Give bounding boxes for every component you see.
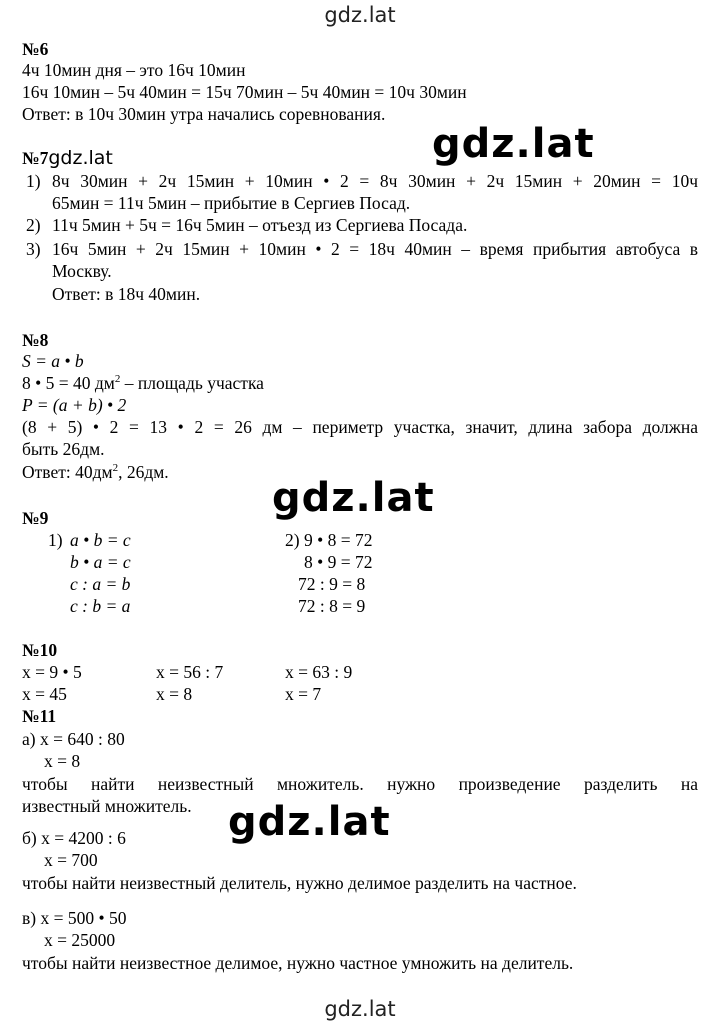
task-8-answer: Ответ: $40дм^2$, 26дм. [22,462,169,482]
task-10-col-2-eq: x = 56 : 7 [156,662,224,682]
task-9-left-3: c : a = b [70,574,131,594]
watermark-inline: gdz.lat [48,147,113,169]
task-9-right-4: 72 : 8 = 9 [298,596,366,616]
task-11-title: №11 [22,706,57,726]
task-7-item-1-num: 1) [26,171,41,191]
task-8-perimeter-line-2: быть 26дм. [22,439,105,459]
task-8-perimeter-line-1: (8 + 5) • 2 = 13 • 2 = 26 дм – периметр участка, значит, длина забора должна [22,417,698,437]
task-9-left-4: c : b = a [70,596,131,616]
task-11-c-line-2: x = 25000 [44,930,116,950]
task-9-right-num: 2) [285,530,300,550]
task-7-answer: Ответ: в 18ч 40мин. [52,284,201,304]
task-7-item-2-line-1: 11ч 5мин + 5ч = 16ч 5мин – отъезд из Сергиева Посада. [52,215,468,235]
task-7-item-1-line-2: 65мин = 11ч 5мин – прибытие в Сергиев Посад. [52,193,411,213]
task-8-formula-area: S = a • b [22,351,84,371]
task-8-formula-perimeter: P = (a + b) • 2 [22,395,127,415]
task-11-b-line-2: x = 700 [44,850,98,870]
task-9-left-num: 1) [48,530,63,550]
task-11-a-line-1: а) x = 640 : 80 [22,729,125,749]
watermark-large-3: gdz.lat [228,799,391,845]
task-11-b-line-1: б) x = 4200 : 6 [22,828,126,848]
task-11-b-rule: чтобы найти неизвестный делитель, нужно делимое разделить на частное. [22,873,577,893]
task-9-title: №9 [22,508,49,528]
task-10-title: №10 [22,640,58,660]
task-8-title: №8 [22,330,49,350]
task-11-c-rule: чтобы найти неизвестное делимое, нужно частное умножить на делитель. [22,953,574,973]
task-7-item-3-line-2: Москву. [52,261,112,281]
task-10-col-2-result: x = 8 [156,684,193,704]
task-6-answer: Ответ: в 10ч 30мин утра начались соревнования. [22,104,386,124]
task-9-right-1: 9 • 8 = 72 [304,530,373,550]
task-7-item-3-num: 3) [26,239,41,259]
task-7-item-1-line-1: 8ч 30мин + 2ч 15мин + 10мин • 2 = 8ч 30мин + 2ч 15мин + 20мин = 10ч [52,171,698,191]
task-9-right-2: 8 • 9 = 72 [304,552,373,572]
watermark-bottom: gdz.lat [324,997,396,1021]
task-6-title: №6 [22,39,49,59]
watermark-large-2: gdz.lat [272,475,435,521]
task-7-heading [22,147,113,169]
task-10-col-1-result: x = 45 [22,684,67,704]
task-7-item-3-line-1: 16ч 5мин + 2ч 15мин + 10мин • 2 = 18ч 40мин – время прибытия автобуса в [52,239,698,259]
task-11-a-rule-1: чтобы найти неизвестный множитель. нужно произведение разделить на [22,774,698,794]
task-8-area-calc: 8 • 5 = 40 $дм^2$ – площадь участка [22,373,264,393]
watermark-top: gdz.lat [324,3,396,27]
task-10-col-3-result: x = 7 [285,684,322,704]
task-9-left-1: a • b = c [70,530,131,550]
task-11-c-line-1: в) x = 500 • 50 [22,908,127,928]
task-9-left-2: b • a = c [70,552,131,572]
task-10-col-1-eq: x = 9 • 5 [22,662,82,682]
task-9-right-3: 72 : 9 = 8 [298,574,366,594]
task-10-col-3-eq: x = 63 : 9 [285,662,353,682]
task-11-a-rule-2: известный множитель. [22,796,192,816]
watermark-large-1: gdz.lat [432,121,595,167]
task-7-title: №7 [22,148,49,168]
task-6-line-1: 4ч 10мин дня – это 16ч 10мин [22,60,246,80]
task-6-line-2: 16ч 10мин – 5ч 40мин = 15ч 70мин – 5ч 40мин = 10ч 30мин [22,82,467,102]
task-7-item-2-num: 2) [26,215,41,235]
task-11-a-line-2: x = 8 [44,751,81,771]
